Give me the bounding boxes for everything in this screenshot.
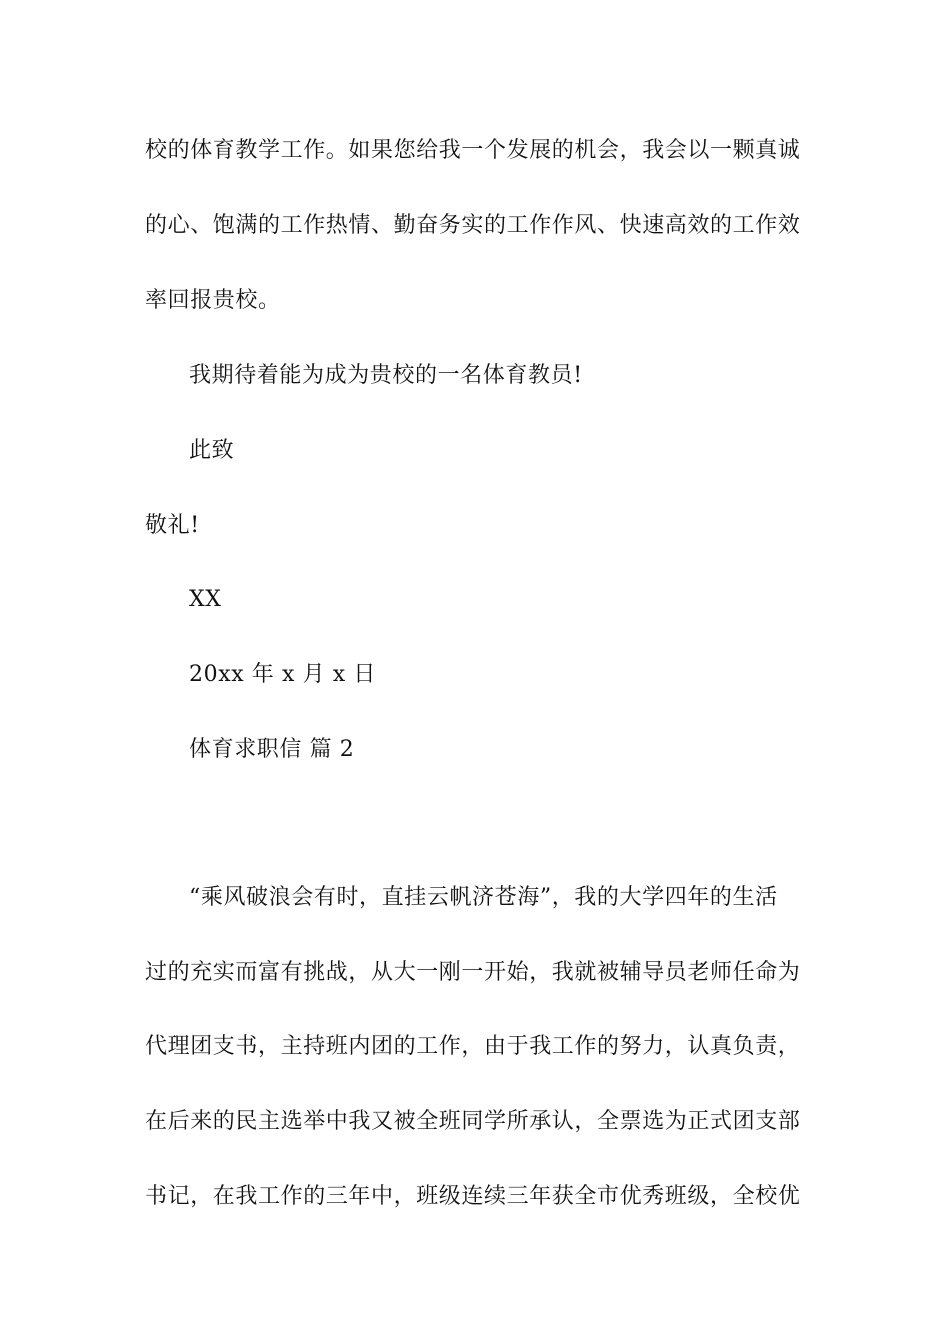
salute-line: 敬礼! (145, 513, 200, 538)
closing-line: 此致 (189, 438, 235, 463)
signature-line: XX (189, 587, 222, 612)
paragraph-1-line-3: 率回报贵校。 (145, 288, 281, 313)
expectation-line: 我期待着能为成为贵校的一名体育教员! (189, 363, 583, 388)
paragraph-2-line-3: 代理团支书，主持班内团的工作，由于我工作的努力，认真负责， (145, 1034, 801, 1059)
paragraph-2-line-2: 过的充实而富有挑战，从大一刚一开始，我就被辅导员老师任命为 (145, 960, 801, 985)
paragraph-2-line-5: 书记，在我工作的三年中，班级连续三年获全市优秀班级，全校优 (145, 1184, 801, 1209)
paragraph-1-line-2: 的心、饱满的工作热情、勤奋务实的工作作风、快速高效的工作效 (145, 213, 801, 238)
paragraph-2-line-4: 在后来的民主选举中我又被全班同学所承认，全票选为正式团支部 (145, 1109, 801, 1134)
paragraph-1-line-1: 校的体育教学工作。如果您给我一个发展的机会，我会以一颗真诚 (145, 138, 801, 163)
date-line: 20xx 年 x 月 x 日 (189, 662, 376, 687)
paragraph-2-line-1: “乘风破浪会有时，直挂云帆济苍海”，我的大学四年的生活 (189, 885, 778, 910)
section-heading: 体育求职信 篇 2 (189, 737, 355, 762)
